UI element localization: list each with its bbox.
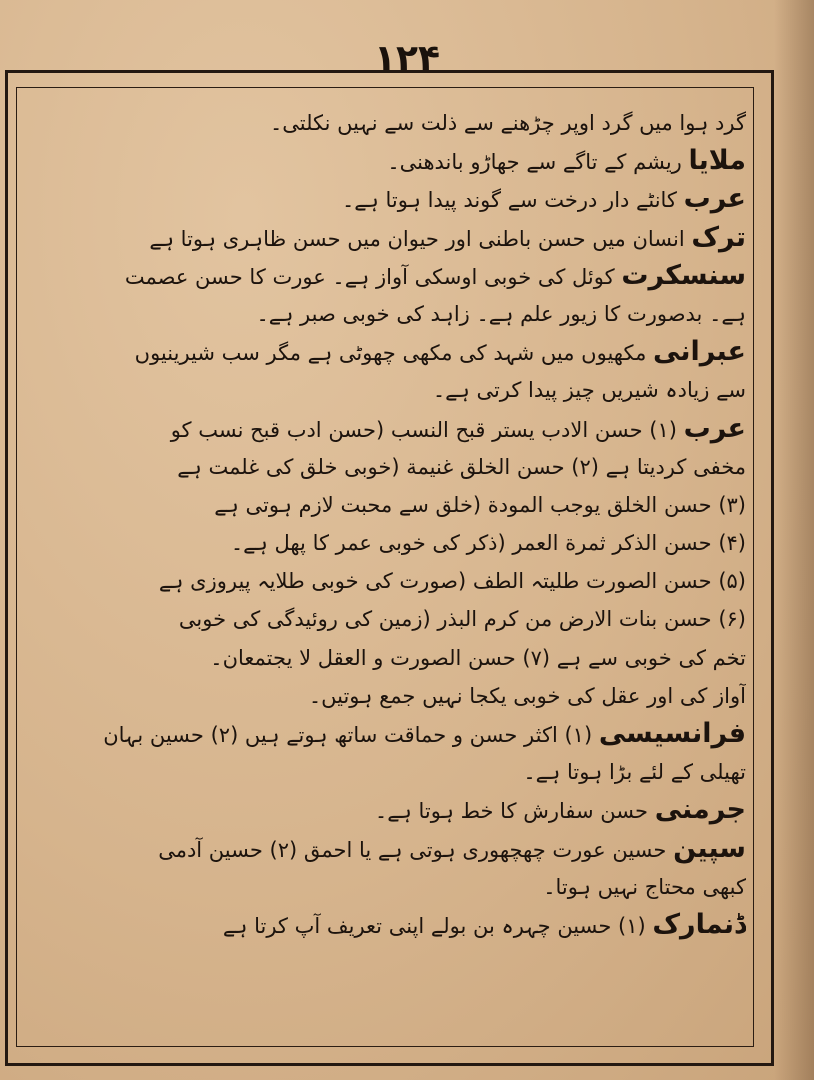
text-line [24, 868, 746, 906]
line-text: کانٹے دار درخت سے گوند پیدا ہوتا ہے۔ [341, 188, 677, 213]
line-text: (۶) حسن بنات الارض من کرم البذر (زمین کی روئیدگی کی خوبی [178, 607, 746, 632]
line-text: (۴) حسن الذکر ثمرة العمر (ذکر کی خوبی عمر کا پھل ہے۔ [230, 531, 746, 556]
language-heading: ملایا [688, 145, 746, 177]
text-line [24, 830, 746, 868]
text-line [24, 104, 746, 142]
language-heading: سنسکرت [621, 259, 746, 291]
language-heading: ڈنمارک [652, 908, 746, 940]
line-text: مخفی کردیتا ہے (۲) حسن الخلق غنیمة (خوبی خلق کی غلمت ہے [177, 454, 746, 479]
language-heading: عبرانی [653, 336, 746, 368]
language-heading: عرب [683, 412, 746, 444]
line-text: حسین عورت چھچھوری ہوتی ہے یا احمق (۲) حسین آدمی [158, 837, 667, 862]
page-edge-shadow [774, 0, 814, 1080]
text-line [24, 486, 746, 524]
line-text: (۳) حسن الخلق یوجب المودة (خلق سے محبت لازم ہوتی ہے [214, 492, 746, 517]
text-line [24, 600, 746, 638]
text-line [24, 371, 746, 409]
line-text: ریشم کے تاگے سے جھاڑو باندھنی۔ [387, 150, 682, 175]
line-text: انسان میں حسن باطنی اور حیوان میں حسن ظاہری ہوتا ہے [149, 226, 685, 251]
text-line [24, 333, 746, 371]
line-text: ہے۔ بدصورت کا زیور علم ہے۔ زاہد کی خوبی صبر ہے۔ [256, 301, 746, 326]
text-line [24, 906, 746, 944]
line-text: تخم کی خوبی سے ہے (۷) حسن الصورت و العقل لا یجتمعان۔ [210, 645, 746, 670]
language-heading: عرب [683, 183, 746, 215]
text-line [24, 219, 746, 257]
text-line [24, 753, 746, 791]
text-line [24, 257, 746, 295]
text-line [24, 715, 746, 753]
language-heading: جرمنی [654, 794, 746, 826]
text-line [24, 142, 746, 180]
line-text: (۱) اکثر حسن و حماقت ساتھ ہوتے ہیں (۲) حسین بہان [103, 723, 593, 747]
body-text [24, 104, 746, 1054]
line-text: مکھیوں میں شہد کی مکھی چھوٹی ہے مگر سب شیرینیوں [134, 341, 647, 366]
text-line [24, 791, 746, 829]
text-line [24, 562, 746, 600]
text-line [24, 410, 746, 448]
text-line [24, 180, 746, 218]
line-text: کوئل کی خوبی اوسکی آواز ہے۔ عورت کا حسن عصمت [124, 264, 615, 289]
line-text: سے زیادہ شیریں چیز پیدا کرتی ہے۔ [432, 378, 746, 403]
page-number: ۱۲۴ [374, 38, 440, 79]
text-line [24, 448, 746, 486]
line-text: گرد ہوا میں گرد اوپر چڑھنے سے ذلت سے نہیں نکلتی۔ [269, 111, 746, 135]
line-text: حسن سفارش کا خط ہوتا ہے۔ [374, 799, 648, 824]
line-text: (۵) حسن الصورت طلیتہ الطف (صورت کی خوبی طلایہ پیروزی ہے [158, 569, 746, 594]
line-text: آواز کی اور عقل کی خوبی یکجا نہیں جمع ہوتیں۔ [308, 683, 746, 708]
line-text: (۱) حسین چہرہ بن بولے اپنی تعریف آپ کرتا ہے [222, 913, 646, 938]
text-line [24, 524, 746, 562]
line-text: (۱) حسن الادب یستر قبح النسب (حسن ادب قبح نسب کو [170, 417, 677, 442]
line-text: تھیلی کے لئے بڑا ہوتا ہے۔ [523, 760, 746, 785]
language-heading: ترک [691, 221, 746, 253]
language-heading: سپین [673, 832, 746, 864]
line-text: کبھی محتاج نہیں ہوتا۔ [543, 874, 746, 899]
text-line [24, 295, 746, 333]
text-line [24, 639, 746, 677]
language-heading: فرانسیسی [598, 718, 746, 749]
text-line [24, 677, 746, 715]
